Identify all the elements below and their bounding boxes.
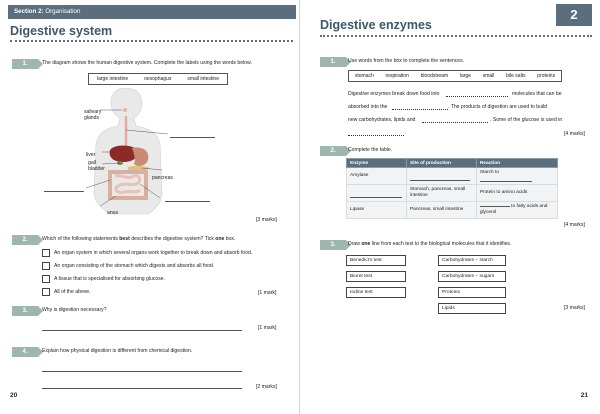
- word: small intestine: [187, 76, 219, 82]
- question-text: The diagram shows the human digestive system. Complete the labels using the words below.: [42, 60, 252, 66]
- word-box: [88, 73, 228, 85]
- sentence-text: . The products of digestion are used to build: [448, 104, 548, 110]
- molecule-box[interactable]: Carbohydrates – starch: [438, 255, 506, 266]
- answer-gap[interactable]: [446, 96, 508, 97]
- table-header: Reaction: [476, 159, 557, 168]
- right-page: [300, 0, 600, 414]
- answer-line[interactable]: [42, 371, 242, 372]
- table-cell-blank[interactable]: [406, 168, 476, 185]
- answer-line[interactable]: [42, 330, 242, 331]
- label-liver: liver: [86, 152, 96, 158]
- marks: [3 marks]: [564, 305, 585, 311]
- sentence-text: Digestive enzymes break down food into: [348, 91, 440, 97]
- question-number: 2.: [320, 146, 346, 156]
- option-text: An organ consisting of the stomach which digests and absorbs all food.: [54, 263, 215, 269]
- marks: [4 marks]: [564, 131, 585, 137]
- question-text: Complete the table.: [348, 147, 393, 153]
- marks: [4 marks]: [564, 222, 585, 228]
- tick-box[interactable]: [42, 249, 50, 257]
- word: small: [482, 73, 495, 79]
- table-cell: Protein to amino acids: [476, 185, 557, 202]
- table-cell: Lipase: [347, 202, 407, 219]
- question-text: Draw one line from each test to the biological molecules that it identifies.: [348, 241, 512, 247]
- answer-line-large-intestine[interactable]: [44, 191, 84, 192]
- molecule-box[interactable]: Proteins: [438, 287, 506, 298]
- marks: [1 mark]: [258, 290, 277, 296]
- table-cell-blank[interactable]: [347, 185, 407, 202]
- test-box[interactable]: Benedict's test: [346, 255, 406, 266]
- enzyme-table: [346, 158, 558, 219]
- question-text: Why is digestion necessary?: [42, 307, 107, 313]
- question-number: 4.: [12, 347, 38, 357]
- option-text: An organ system in which several organs work together to break down and absorb food.: [54, 250, 253, 256]
- answer-gap[interactable]: [422, 122, 488, 123]
- molecule-box[interactable]: Carbohydrates – sugars: [438, 271, 506, 282]
- table-cell: Amylase: [347, 168, 407, 185]
- marks: [1 mark]: [258, 325, 277, 331]
- question-text: Which of the following statements best describes the digestive system? Tick one box.: [42, 236, 236, 242]
- word: oesophagus: [144, 76, 172, 82]
- answer-line[interactable]: [42, 388, 242, 389]
- question-text: Use words from the box to complete the sentences.: [348, 58, 465, 64]
- test-box[interactable]: Biuret test: [346, 271, 406, 282]
- question-text: Explain how physical digestion is different from chemical digestion.: [42, 348, 193, 354]
- option-text: A tissue that is specialised for absorbing glucose.: [54, 276, 165, 282]
- word: bile salts: [506, 73, 526, 79]
- marks: [3 marks]: [256, 217, 277, 223]
- question-number: 3.: [320, 240, 346, 250]
- question-number: 2.: [12, 235, 38, 245]
- test-box[interactable]: Iodine test: [346, 287, 406, 298]
- sentence-text: absorbed into the: [348, 104, 388, 110]
- question-number: 1.: [12, 59, 38, 69]
- word: stomach: [354, 73, 374, 79]
- tick-box[interactable]: [42, 275, 50, 283]
- sentence-text: .: [405, 130, 407, 136]
- title-rule: [10, 40, 293, 42]
- question-number: 1.: [320, 57, 346, 67]
- page-title: Digestive enzymes: [320, 18, 432, 32]
- molecule-box[interactable]: Lipids: [438, 303, 506, 314]
- table-header: Site of production: [406, 159, 476, 168]
- chapter-number: 2: [556, 4, 592, 26]
- answer-gap[interactable]: [392, 109, 448, 110]
- question-number: 3.: [12, 306, 38, 316]
- tick-box[interactable]: [42, 262, 50, 270]
- word: bloodstream: [420, 73, 449, 79]
- label-anus: anus: [107, 210, 119, 216]
- answer-line-small-intestine[interactable]: [165, 201, 210, 202]
- word: large intestine: [96, 76, 129, 82]
- table-row: [347, 202, 558, 219]
- marks: [2 marks]: [256, 384, 277, 390]
- table-row: [347, 185, 558, 202]
- table-cell: Starch to: [476, 168, 557, 185]
- tick-box[interactable]: [42, 288, 50, 296]
- table-cell: Stomach, pancreas, small intestine: [406, 185, 476, 202]
- sentence-text: new carbohydrates, lipids and: [348, 117, 416, 123]
- page-number: 21: [580, 392, 588, 399]
- section-header: Section 2: Organisation: [8, 5, 296, 19]
- label-salivary-glands: salivary glands: [84, 109, 102, 122]
- option-text: All of the above.: [54, 289, 91, 295]
- page-title: Digestive system: [10, 24, 113, 38]
- table-row: [347, 168, 558, 185]
- label-gall-bladder: gall bladder: [88, 160, 105, 173]
- answer-gap[interactable]: [348, 135, 404, 136]
- sentence-text: molecules that can be: [512, 91, 562, 97]
- page-number: 20: [10, 392, 18, 399]
- word-box: [348, 70, 562, 82]
- table-cell: to fatty acids and glycerol: [476, 202, 557, 219]
- table-cell: Pancreas, small intestine: [406, 202, 476, 219]
- digestive-system-diagram: [80, 88, 240, 220]
- word: large: [459, 73, 471, 79]
- word: respiration: [385, 73, 409, 79]
- word: proteins: [537, 73, 556, 79]
- title-rule: [320, 35, 592, 37]
- table-header: Enzyme: [347, 159, 407, 168]
- sentence-text: . Some of the glucose is used in: [490, 117, 563, 123]
- answer-line-oesophagus[interactable]: [170, 137, 215, 138]
- label-pancreas: pancreas: [152, 175, 173, 181]
